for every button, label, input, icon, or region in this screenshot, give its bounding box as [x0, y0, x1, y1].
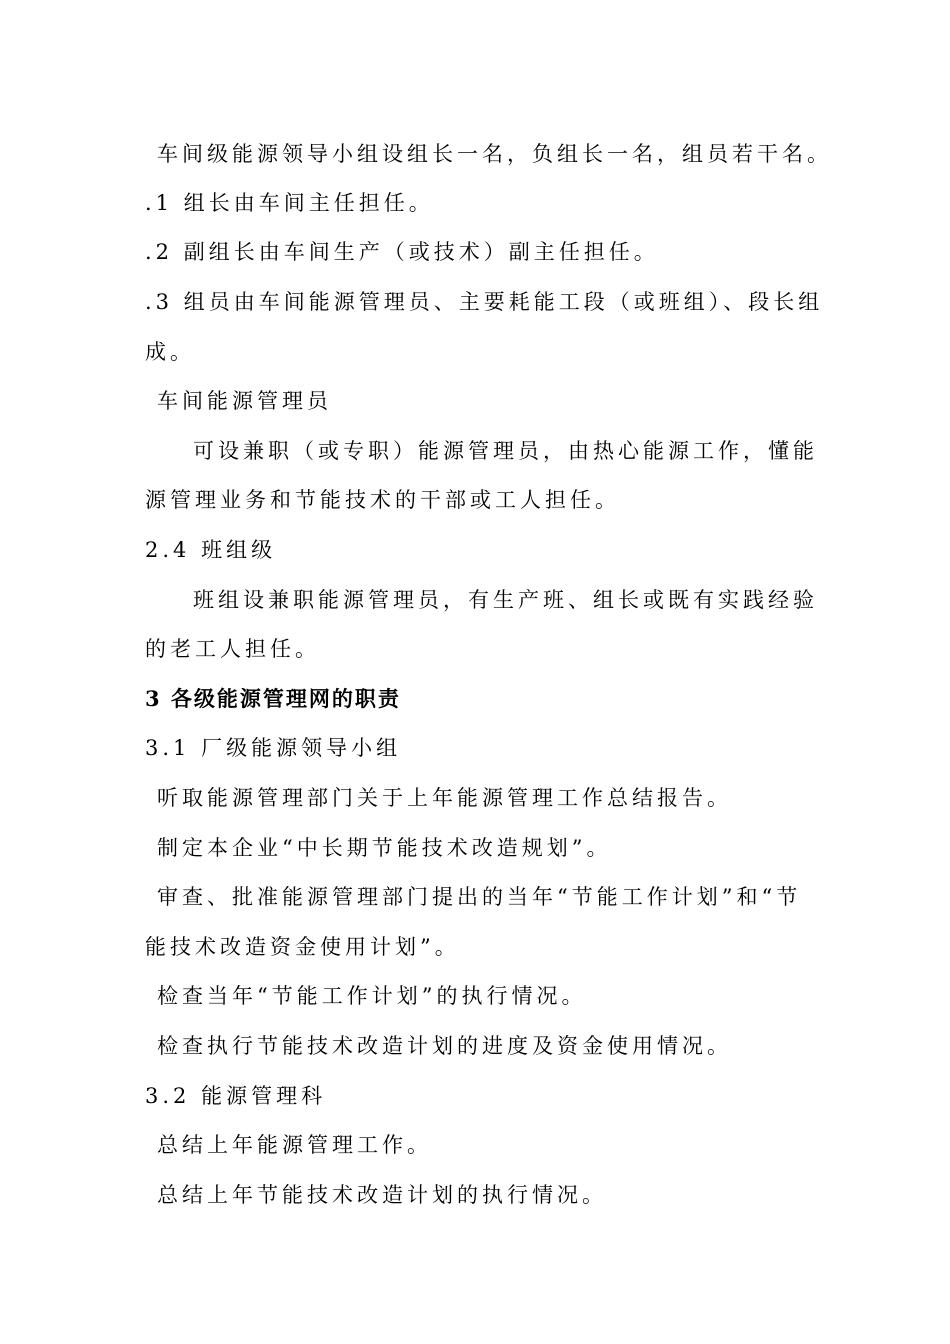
paragraph-line: 车间级能源领导小组设组长一名，负组长一名，组员若干名。	[157, 142, 832, 166]
paragraph-line: 审查、批准能源管理部门提出的当年“节能工作计划”和“节	[157, 885, 802, 909]
paragraph-line: 车间能源管理员	[157, 389, 332, 413]
paragraph-line: 检查当年“节能工作计划”的执行情况。	[157, 984, 587, 1008]
paragraph-line: 总结上年节能技术改造计划的执行情况。	[157, 1183, 607, 1207]
section-heading: 2.4 班组级	[145, 538, 277, 562]
section-heading: 3.1 厂级能源领导小组	[145, 736, 402, 760]
paragraph-line: .1 组长由车间主任担任。	[145, 191, 434, 215]
chapter-heading: 3 各级能源管理网的职责	[145, 686, 401, 711]
paragraph-line: 成。	[145, 340, 195, 364]
paragraph-line: 听取能源管理部门关于上年能源管理工作总结报告。	[157, 786, 732, 810]
paragraph-line: 班组设兼职能源管理员，有生产班、组长或既有实践经验	[193, 588, 818, 612]
paragraph-line: 能技术改造资金使用计划”。	[145, 935, 460, 959]
paragraph-line: .2 副组长由车间生产（或技术）副主任担任。	[145, 240, 659, 264]
paragraph-line: 源管理业务和节能技术的干部或工人担任。	[145, 488, 620, 512]
section-heading: 3.2 能源管理科	[145, 1084, 327, 1108]
paragraph-line: 制定本企业“中长期节能技术改造规划”。	[157, 836, 612, 860]
paragraph-line: 可设兼职（或专职）能源管理员，由热心能源工作，懂能	[193, 439, 818, 463]
paragraph-line: 检查执行节能技术改造计划的进度及资金使用情况。	[157, 1034, 732, 1058]
paragraph-line: 总结上年能源管理工作。	[157, 1133, 432, 1157]
paragraph-line: 的老工人担任。	[145, 637, 320, 661]
paragraph-line: .3 组员由车间能源管理员、主要耗能工段（或班组）、段长组	[145, 290, 824, 314]
